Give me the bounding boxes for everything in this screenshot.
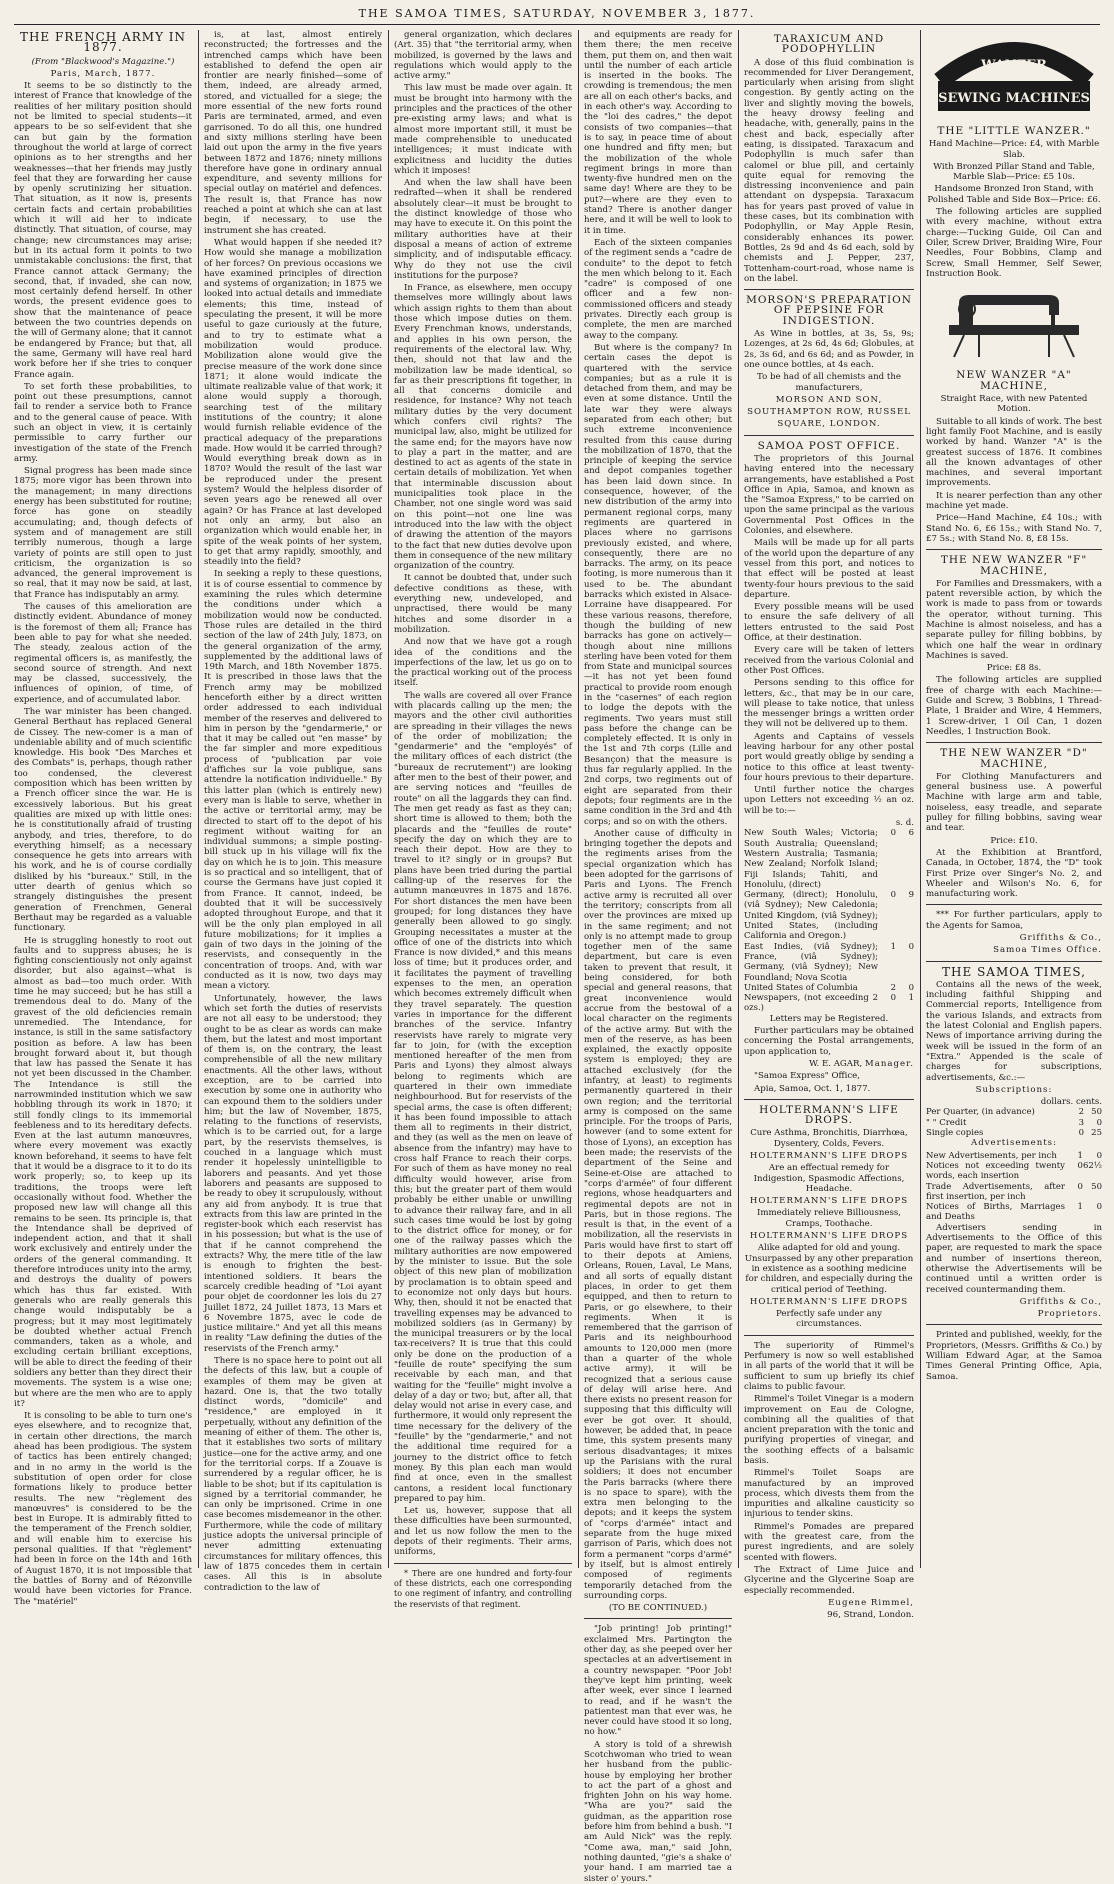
- column-4: [584, 30, 732, 1884]
- paragraph: It is consoling to be able to turn one's eyes elsewhere, and to recognize that, in certain other directions, the march ahead has been prodigious. The system of tactics has been entirely changed; and in no army in the world is the substitution of open order for close formations likely to produce better results. The new "règlement des manœuvres" is considered to be the best in Europe. It is admirably fitted to the temperament of the French soldier, and will enable him to exercise his personal qualities. If that "règlement" had been in force on the 14th and 16th of August 1870, it is not impossible that the battles of Borny and of Rézonville would have been victories for France. The "matériel": [14, 1411, 192, 1607]
- column-rule: [578, 30, 579, 1568]
- ad-text: At the Exhibition at Brantford, Canada, in October, 1874, the "D" took First Prize over Singer's No. 2, and Wheeler and Wilson's No. 6, for manufacturing work.: [926, 847, 1102, 900]
- ad-text: As Wine in bottles, at 3s, 5s, 9s; Lozenges, at 2s 6d, 4s 6d; Globules, at 2s, 3s 6d, and 6s 6d; and as Powder, in one ounce bottles, at 4s each.: [744, 329, 914, 370]
- table-row: [926, 1107, 1102, 1117]
- ad-title: TARAXICUM AND PODOPHYLLIN: [773, 33, 885, 56]
- ad-text: Every care will be taken of letters received from the various Colonial and other Post Offices.: [744, 645, 914, 676]
- table-cell: 6: [908, 828, 914, 839]
- ad-text: Every possible means will be used to ensure the safe delivery of all letters entrusted to the said Post Office, at their destination.: [744, 602, 914, 644]
- table-cell: Notices of Births, Marriages and Deaths: [926, 1202, 1065, 1223]
- ad-text: For Clothing Manufacturers and general business use. A powerful Machine with large arm and table, noiseless, easy treadle, and separate pulley for filling bobbins, saving wear and tear.: [926, 771, 1102, 834]
- table-row: [744, 993, 914, 1014]
- ad-text: Rimmel's Toilet Soaps are manufactured by an improved process, which divests them from the impurities and alkaline causticity so injurious to tender skins.: [744, 1468, 914, 1520]
- divider: [926, 904, 1102, 905]
- ad-heading: HOLTERMANN'S LIFE DROPS: [749, 1296, 909, 1307]
- ad-text: Are an effectual remedy for Indigestion, Spasmodic Affections, Headache.: [753, 1163, 905, 1194]
- table-cell: 0: [1096, 1150, 1102, 1161]
- paragraph: and equipments are ready for them there; the men receive them, put them on, and then wait until the number of each article is inserted in the books. The crowding is tremendous; the men are all on each other's backs, and in each other's way. According to the "loi des cadres," the depot consists of two companies—that is to say, in peace time of about one hundred and fifty men; but the mobilization of the whole regiment brings in more than twenty-five hundred men on the same day! Where are they to be put?—where are they even to stand? There is another danger here, and it will be well to look to it in time.: [584, 30, 732, 236]
- paragraph: general organization, which declares (Art. 35) that "the territorial army, when mobilized, is governed by the laws and regulations which would apply to the active army.": [394, 30, 572, 82]
- divider: [394, 1563, 572, 1564]
- table-cell: 0: [890, 993, 896, 1004]
- ad-signature: Samoa Times Office.: [993, 945, 1102, 956]
- paragraph: In France, as elsewhere, men occupy themselves more willingly about laws which assign rights to them than about those which impose duties on them. Every Frenchman knows, understands, and applies in his own person, the requirements of the electoral law. Why, then, should not that law and the mobilization law be made identical, so far as their prescriptions fit together, in all that concerns domicile and residence, for instance? Why not teach military duties by the very document which confers civil rights? The municipal law, also, might be utilized for the same end; for the mayors have now to play a part in the matter, and are destined to act as agents of the state in certain details of mobilization. Yet when that interminable discussion about municipalities took place in the Chamber, not one single word was said on this point—not one line was introduced into the law with the object of drawing the attention of the mayors to the fact that new duties devolve upon them in consequence of the new military organization of the country.: [394, 283, 572, 572]
- table-cell: 50: [1091, 1181, 1102, 1192]
- ad-signature: Eugene Rimmel,: [828, 1597, 914, 1608]
- ad-title: NEW WANZER "A" MACHINE,: [956, 369, 1072, 392]
- ad-text: Agents and Captains of vessels leaving harbour for any other postal port would greatly oblige by sending a notice to this office at least twenty-four hours previous to their departure.: [744, 731, 914, 783]
- table-cell: 2: [890, 982, 896, 993]
- table-cell: 1: [1077, 1202, 1083, 1213]
- table-row: [744, 942, 914, 983]
- table-cell: 9: [908, 890, 914, 901]
- ad-title: THE NEW WANZER "F" MACHINE,: [940, 554, 1088, 577]
- ad-signature: 96, Strand, London.: [827, 1610, 914, 1621]
- ad-text: Contains all the news of the week, including faithful Shipping and Commercial reports, Intelligence from the various Islands, and extracts from the latest Colonial and English papers. News of importance arriving during the week will be issued in the form of an "Extra." Appended is the scale of charges for subscriptions, advertisements, &c.:—: [926, 979, 1102, 1083]
- ad-text: With Bronzed Pillar Stand and Table, Marble Slab—Price: £5 10s.: [933, 161, 1095, 183]
- ad-text: Persons sending to this office for letters, &c., that may be in our care, will please to take notice, that unless the messenger brings a written order they will not be delivered up to them.: [744, 678, 914, 730]
- table-cell: 0: [908, 982, 914, 993]
- table-cell: 0: [1096, 1202, 1102, 1213]
- footnote: * There are one hundred and forty-four of these districts, each one corresponding to one regiment of infantry, and controlling the reservists of that regiment.: [394, 1568, 572, 1609]
- table-cell: " " Credit: [926, 1117, 967, 1128]
- ad-text: Straight Race, with new Patented Motion.: [940, 394, 1088, 415]
- paragraph: There is no space here to point out all the defects of this law, but a couple of examples of them may be given at hazard. One is, that the two totally distinct words, "domicile" and "residence," are employed in it perpetually, without any definition of the meaning of either of them. The other is, that it establishes two sorts of military justice—one for the active army, and one for the territorial corps. If a Zouave is surrendered by a regular officer, he is liable to be shot; but if its capitulation is signed by a territorial commander, he can only be imprisoned. Crime in one case becomes misdemeanor in the other. Furthermore, while the code of military justice adopts the universal principle of never admitting extenuating circumstances for military offences, this law of 1875 concedes them in certain cases. All this is in absolute contradiction to the law of: [204, 1356, 382, 1593]
- ad-signature: Griffiths & Co.,: [1019, 1296, 1102, 1307]
- ad-signature: Proprietors.: [1037, 1309, 1102, 1320]
- table-cell: 0: [890, 828, 896, 839]
- paragraph: The war minister has been changed. General Berthaut has replaced General de Cissey. The new-comer is a man of undeniable ability and of much scientific knowledge. His book "Des Marches et des Combats" is, perhaps, though rather too condensed, the cleverest composition which has been written by a French officer since the war. He is excessively laborious. But his great qualities are mixed up with little ones: he is constitutionally afraid of trusting anybody, and tries, therefore, to do everything himself; as a necessary consequence he gets into arrears with his work, and he is of course cordially disliked by his "bureaux." Still, in the utter dearth of genius which so strangely distinguishes the present generation of Frenchmen, General Berthaut may be regarded as a valuable functionary.: [14, 707, 192, 934]
- table-cell: New Advertisements, per inch: [926, 1150, 1057, 1161]
- article-title: THE FRENCH ARMY IN 1877.: [19, 30, 187, 55]
- paragraph: Unfortunately, however, the laws which set forth the duties of reservists are not all easy to be understood; they ought to be as clear as words can make them, but the latest and most important of them is, on the contrary, the least comprehensible of all the new military enactments. All the other laws, without exception, are to be carried into execution by some one in authority who can expound them to the soldiers under him; but the law of November, 1875, relating to the functions of reservists, which is to be carried out, for a large part, by the reservists themselves, is couched in a language which must render it hopelessly unintelligible to laborers and peasants. And yet those laborers and peasants are supposed to be ready to obey it scrupulously, without any aid from anybody. It is true that extracts from this law are printed in the register-book which each reservist has in his possession; but what is the use of that if he cannot comprehend the extracts? Why, the mere title of the law is enough to frighten the best-intentioned soldiers. It bears the scarcely credible heading of "Loi ayant pour objet de coordonner les lois du 27 Juillet 1872, 24 Juillet 1873, 13 Mars et 6 Novembre 1875, avec le code de justice militaire." And yet all this means in reality "Law defining the duties of the reservists of the French army.": [204, 993, 382, 1354]
- article-source: (From "Blackwood's Magazine."): [31, 56, 175, 67]
- paragraph: It seems to be so distinctly to the interest of France that knowledge of the realities of her military position should not be limited to special students—it appears to be so self-evident that she can but gain by the formation throughout the world at large of correct opinions as to her strengths and her weaknesses—that her friends may justly feel that they are forwarding her cause by openly scrutinizing her situation. That situation, as it now is, presents certain facts and certain probabilities which it will aid her to indicate distinctly. That situation, of course, may change; new circumstances may arise; but in its actual form it points to two unmistakable conclusions: the first, that France cannot attack Germany; the second, that, if invaded, she can now, most certainly defend herself. In other words, the present evidence goes to show that the maintenance of peace between the two countries depends on the will of Germany alone; that it cannot be endangered by France; but that, all the same, Germany will have real hard work before her if she tries to conquer France again.: [14, 81, 192, 380]
- ad-text: Alike adapted for old and young. Unsurpassed by any other preparation in existence as a soothing medicine for children, and especially during the critical period of Teething.: [744, 1243, 914, 1295]
- subscriptions-table: [926, 1107, 1102, 1138]
- ad-text: Until further notice the charges upon Letters not exceeding ½ an oz. will be to:—: [744, 785, 914, 816]
- table-heading: Advertisements:: [971, 1138, 1057, 1149]
- paragraph: A story is told of a shrewish Scotchwoman who tried to wean her husband from the public-house by employing her brother to act the part of a ghost and frighten John on his way home. "Wha are you?" said the guidman, as the apparition rose before him from behind a bush. "I am Auld Nick" was the reply. "Come awa, man," said John, nothing daunted, "gie's a shake o' your hand. I am married tae a sister o' yours.": [584, 1739, 732, 1884]
- postal-rates-table: [744, 828, 914, 1013]
- ad-heading: HOLTERMANN'S LIFE DROPS: [749, 1150, 909, 1161]
- ad-text: *** For further particulars, apply to the Agents for Samoa,: [926, 910, 1102, 931]
- paragraph: Another cause of difficulty in bringing together the depots and the regiments arises from the special organization which has been adopted for the garrisons of Paris and Lyons. The French active army is recruited all over the territory; conscripts from all over the provinces are mixed up in the same regiment; and not only is no attempt made to group together men of the same department, but care is even taken to prevent that result, it being considered, for both special and general reasons, that great inconvenience would accrue from the bestowal of a local character on the regiments of the active army. But with the men of the reserve, as has been explained, the exactly opposite system is employed; they are attached exclusively (for the infantry, at least) to regiments permanently quartered in their own region; and the territorial army is composed on the same principle. For the troops of Paris, however (and to some extent for those of Lyons), an exception has been made; the reservists of the department of the Seine and Seine-et-Oise are attached to "corps d'armée" of four different regions, whose headquarters and regimental depots are not in Paris, but in those regions. The result is that, in the event of a mobilization, all the reservists in Paris would have first to start off to their depots at Amiens, Orleans, Rouen, Laval, Le Mans, and all sorts of equally distant places, in order to get them equipped, and then to return to Paris, or go elsewhere, to their regiments. When it is remembered that the garrison of Paris and its neighbourhood amounts to 120,000 men (more than a quarter of the whole active army), it will be recognized that a serious cause of delay will arise here. And there exists no present reason for supposing that this difficulty will ever be got over. It should, however, be added that, in peace time, this system presents many serious disadvantages; it mixes up the Parisians with the rural soldiers; it does not encumber the Paris barracks (where there is no space to spare), with the extra men belonging to the depots; and it keeps the system of "corps d'armée" intact and separate from the huge mixed garrison of Paris, which does not form a permanent "corps d'armé" by itself, but is almost entirely composed of regiments temporarily detached from the surrounding corps.: [584, 828, 732, 1601]
- table-cell: 1: [908, 993, 914, 1004]
- column-rule: [738, 30, 739, 1568]
- table-cell: 62½: [1082, 1160, 1102, 1171]
- ad-text: The superiority of Rimmel's Perfumery is now so well established in all parts of the world that it will be sufficient to sum up briefly its chief claims to public favour.: [744, 1340, 914, 1392]
- ad-text: Handsome Bronzed Iron Stand, with Polished Table and Side Box—Price: £6.: [927, 184, 1101, 205]
- table-cell: 0: [890, 890, 896, 901]
- divider: [584, 1618, 732, 1619]
- divider: [744, 1335, 914, 1336]
- ad-text: The proprietors of this Journal having entered into the necessary arrangements, have established a Post Office in Apia, Samoa, and known as the "Samoa Express," to be carried on upon the same principal as the various Governmental Post Offices in the Colonies, and elsewhere.: [744, 453, 914, 537]
- column-rule: [198, 30, 199, 1568]
- ad-text: Advertisers sending in Advertisements to the Office of this paper, are requested to mark the space and number of insertions thereon, otherwise the Advertisements will be continued until a written order is received countermanding them.: [926, 1222, 1102, 1295]
- banner-artwork: [930, 31, 1098, 119]
- table-cell: 0: [908, 941, 914, 952]
- table-cell: 2: [1078, 1107, 1084, 1118]
- paragraph: But where is the company? In certain cases the depot is quartered with the service companies; but as a rule it is detached from them, and may be even at some distance. Until the late war they were always separated from each other; but such extreme inconvenience resulted from this cause during the mobilization of 1870, that the principle of keeping the service and depot companies together has been laid down since. In consequence, however, of the new distribution of the army into permanent regional corps, many regiments are quartered in places where no garrisons previously existed, and where, consequently, there are no barracks. The army, on its peace footing, is more numerous than it used to be. The abundant barracks which existed in Alsace-Lorraine have disappeared. For these various reasons, therefore, though the building of new barracks has gone on actively—though about nine millions sterling have been voted for them from State and municipal sources—it has not yet been found practical to provide room enough in the "casernes" of each region to lodge the depots with the regiments. Two years must still pass before the change can be completely effected. It is only in the 1st and 7th corps (Lille and Besançon) that the measure is thus far regularly applied. In the 2nd corps, two regiments out of eight are separated from their depots; four regiments are in the same condition in the 3rd and 4th corps; and so on with the others.: [584, 342, 732, 827]
- continued-note: (TO BE CONTINUED.): [608, 1603, 708, 1614]
- paragraph: The causes of this amelioration are distinctly evident. Abundance of money is the foremost of them all; France has been able to pay for what she needed. The steady, zealous action of the regimental officers is, as manifestly, the second source of strength. And next may be classed, successively, the influences of opinion, of time, of experience, and of accumulated labor.: [14, 602, 192, 705]
- ad-text: Suitable to all kinds of work. The best light family Foot Machine, and is easily worked by hand. Wanzer "A" is the greatest success of 1876. It combines all the known advantages of other machines, and several important improvements.: [926, 416, 1102, 489]
- table-cell: Germany, (direct); Honolulu, (viâ Sydney); New Caledonia; United Kingdom, (viâ Sydney); United States, (including California and Oregon.): [744, 890, 878, 942]
- ad-text: Mails will be made up for all parts of the world upon the departure of any vessel from this port, and notices to that effect will be posted at least twenty-four hours previous to the said departure.: [744, 538, 914, 600]
- units-header: dollars. cents.: [1040, 1097, 1102, 1108]
- paragraph: This law must be made over again. It must be brought into harmony with the principles and the practices of the other pre-existing army laws; and what is almost more important still, it must be made comprehensible to uneducated intelligences; it must indicate with explicitness and lucidity the duties which it imposes!: [394, 83, 572, 176]
- table-cell: United States of Columbia: [744, 982, 858, 993]
- paragraph: It cannot be doubted that, under such defective conditions as these, with everything new, undeveloped, and unpractised, there would be many hitches and some disorder in a mobilization.: [394, 573, 572, 635]
- banner-top-text: WANZER: [981, 58, 1047, 73]
- column-1: [14, 30, 192, 1607]
- table-row: [926, 1118, 1102, 1128]
- ad-text: Further particulars may be obtained concerning the Postal arrangements, upon application to,: [744, 1026, 914, 1057]
- table-row: [926, 1128, 1102, 1138]
- paragraph: Each of the sixteen companies of the regiment sends a "cadre de conduite" to the depot to fetch the men which belong to it. Each "cadre" is composed of one officer and a few non-commissioned officers and steady privates. Directly each group is complete, the men are marched away to the company.: [584, 237, 732, 341]
- table-heading: Subscriptions:: [975, 1084, 1053, 1095]
- ad-signature: SOUTHAMPTON ROW, RUSSEL: [747, 407, 911, 418]
- ad-signature: "Samoa Express" Office,: [754, 1071, 860, 1082]
- imprint: Printed and published, weekly, for the Proprietors, (Messrs. Griffiths & Co.) by William Edward Agar, at the Samoa Times General Printing Office, Apia, Samoa.: [926, 1330, 1102, 1382]
- banner-text: SEWING MACHINES: [938, 91, 1090, 106]
- table-cell: 0: [1096, 1117, 1102, 1128]
- ad-title: THE SAMOA TIMES,: [942, 964, 1086, 979]
- ad-text: The following articles are supplied with every machine, without extra charge:—Tucking Guide, Oil Can and Oiler, Screw Driver, Braiding Wire, Four Needles, Four Bobbins, Clamp and Screw, Small Hemmer, Self Sewer, Instruction Book.: [926, 207, 1102, 279]
- table-cell: Single copies: [926, 1128, 984, 1139]
- ad-text: It is nearer perfection than any other machine yet made.: [926, 490, 1102, 512]
- price: Price: £10.: [990, 835, 1038, 846]
- ad-text: Perfectly safe under any circumstances.: [776, 1309, 882, 1330]
- article-dateline: Paris, March, 1877.: [50, 68, 156, 79]
- sewing-machines-banner: [930, 30, 1098, 120]
- rates-header: s. d.: [895, 818, 914, 829]
- ad-title: THE "LITTLE WANZER.": [937, 125, 1091, 137]
- table-cell: 1: [890, 941, 896, 952]
- ad-heading: HOLTERMANN'S LIFE DROPS: [749, 1196, 909, 1207]
- ad-text: For Families and Dressmakers, with a patent reversible action, by which the work is made to pass from or towards the operator, without turning. This Machine is almost noiseless, and has a separate pulley for filling bobbins, by which one half the wear in ordinary Machines is saved.: [926, 578, 1102, 661]
- paragraph: The walls are covered all over France with placards calling up the men; the mayors and the other civil authorities are spreading in their villages the news of the order of mobilization; the "gendarmerie" and the "employés" of the military offices of each district (the "bureaux de recrutement") are looking after men to the best of their power, and are serving notices and "feuilles de route" on all the laggards they can find. The men get ready as fast as they can; short time is allowed to them; both the placards and the "feuilles de route" specify the day on which they are to reach their depot. How are they to travel to it? singly or in groups? But plans have been tried during the partial calling-up of the reserves for the autumn manœuvres in 1875 and 1876. For short distances the men have been grouped; for long distances they have generally been allowed to go singly. Grouping necessitates a muster at the office of one of the districts into which France is now divided,* and this means loss of time; but it produces order, and it facilitates the payment of travelling expenses to the men, an operation which becomes extremely difficult when they travel separately. The question varies in importance for the different branches of the service. Infantry reservists have rarely to migrate very far to join, for (with the exception mentioned hereafter of the men from Paris and Lyons) they almost always belong to regiments which are quartered in their own immediate neighbourhood. But for reservists of the special arms, the case is often different; it has been found impossible to attach them all to regiments in their district, and they (as well as the men on leave of absence from the infantry) may have to cross half France to reach their corps. For such of them as have money no real difficulty would however, arise from this; but the greater part of them would probably be either unable or unwilling to advance their railway fare, and in all such cases time would be lost by going to the district office for money, or for one of the railway passes which the military authorities are now empowered by the minister to issue. But the sole object of this new plan of mobilization by proclamation is to obtain speed and to economize not only days but hours. Why, then, should it not be enacted that travelling expenses may be advanced to mobilized soldiers (as in Germany) by the municipal treasurers or by the local tax-receivers? It is true that this could only be done on the production of a "feuille de route" specifying the sum receivable by each man, and that waiting for the "feuille" might involve a delay of a day or two; but, after all, that delay would not arise in every case, and furthermore, it would only represent the time necessary for the delivery of the "feuille" by the "gendarmerie," and not the additional time required for a journey to the district office to fetch money. By this plan each man would find at once, even in the smallest cantons, a resident local functionary prepared to pay him.: [394, 690, 572, 1504]
- paragraph: In seeking a reply to these questions, it is of course essential to commence by examining the rules which determine the conditions under which a mobilization would now be conducted. Those rules are detailed in the third section of the law of 24th July, 1873, on the general organization of the army, supplemented by the additional laws of 19th March, and 18th November 1875. It is prescribed in those laws that the French army may be mobilized henceforth either by a direct written order addressed to each individual member of the reserves and delivered to him in person by the "gendarmerie," or that it may be called out "en masse" by the far simpler and more expeditious process of "publication par voie d'affiches sur la voie publique, sans attendre la notification individuelle." By this latter plan (which is entirely new) every man is liable to serve, whether in the active or territorial army, may be directed to start off to the depot of his regiment without waiting for an individual summons; a simple posting-bill stuck up in his village will fix the day on which he is to join. This measure is so practical and so intelligent, that of course the Germans have just copied it from France. It cannot, indeed, be doubted that it will be successively adopted throughout Europe, and that it will be the only plan employed in all future mobilizations; for it implies a gain of two days in the joining of the reservists, and consequently in the concentration of troops. And, with war conducted as it is now, two days may mean a victory.: [204, 569, 382, 992]
- column-5: [744, 30, 914, 1621]
- column-2: [204, 30, 382, 1593]
- table-cell: Trade Advertisements, after first insertion, per inch: [926, 1181, 1065, 1202]
- column-rule: [388, 30, 389, 1568]
- divider: [744, 289, 914, 290]
- table-cell: 25: [1091, 1128, 1102, 1139]
- table-cell: 0: [1077, 1160, 1083, 1171]
- ad-signature: MORSON AND SON,: [775, 394, 883, 405]
- ad-text: Rimmel's Pomades are prepared with the greatest care, from the purest ingredients, and are solely scented with flowers.: [744, 1521, 914, 1563]
- ad-text: Immediately relieve Billiousness, Cramps, Toothache.: [756, 1208, 902, 1229]
- table-row: [744, 828, 914, 890]
- ad-text: The Extract of Lime Juice and Glycerine and the Glycerine Soap are especially recommended.: [744, 1564, 914, 1596]
- ad-title: HOLTERMANN'S LIFE DROPS.: [759, 1103, 899, 1127]
- table-row: [744, 983, 914, 993]
- ad-signature: Apia, Samoa, Oct. 1, 1877.: [754, 1083, 871, 1094]
- price: Price: £8 8s.: [986, 663, 1042, 674]
- table-cell: 0: [1078, 1128, 1084, 1139]
- ad-text: Price—Hand Machine, £4 10s.; with Stand No. 6, £6 15s.; with Stand No. 7, £7 5s.; with Stand No. 8, £8 15s.: [926, 513, 1102, 544]
- table-row: [926, 1151, 1102, 1161]
- advertisements-table: [926, 1151, 1102, 1223]
- divider: [744, 1099, 914, 1100]
- table-row: [926, 1202, 1102, 1223]
- ad-text: To be had of all chemists and the manufacturers,: [757, 372, 901, 393]
- table-row: [744, 890, 914, 941]
- ad-title: SAMOA POST OFFICE.: [757, 439, 901, 452]
- divider: [926, 961, 1102, 962]
- column-3: [394, 30, 572, 1609]
- paragraph: He is struggling honestly to root out faults and to suppress abuses; he is fighting conscientiously not only against disorder, but also against—what is almost as bad—too much order. With time he may succeed; but he has still a tremendous deal to do. Many of the gravest of the old deficiencies remain unremedied. The Intendance, for instance, is still in the same satisfactory position as before. A law has been brought forward about it, but though that law has passed the Senate it has not yet been discussed in the Chamber. The Intendance is still the narrowminded institution which we saw hobbling through its work in 1870; it still fondly clings to its immemorial feebleness and to its hereditary defects. Even at the last autumn manœuvres, where every movement was exactly known beforehand, it seems to have felt that it would be a disgrace to it to do its work properly; so, to keep up its traditions, the troops were left occasionally without food. Whether the proposed new law will change all this remains to be seen. Its principle is, that the Intendance shall be deprived of independent action, and that it shall work exclusively and entirely under the orders of the general commanding. It therefore introduces unity into the army, and destroys the duality of powers which has thus far existed. With generals who are really generals this change would indisputably be a progress; but it may most legitimately be doubted whether actual French commanders, taken as a whole, and excluding certain brilliant exceptions, will be able to direct the feeding of their soldiers any better than they direct their movements. The system is a wise one; but where are the men who are to apply it?: [14, 935, 192, 1409]
- ad-text: A dose of this fluid combination is recommended for Liver Derangement, particularly when arising from slight congestion. By gently acting on the liver and slightly moving the bowels, the heavy drowsy feeling and headache, with, generally, pains in the chest and back, especially after eating, is dissipated. Taraxacum and Podophyllin is much safer than calomel or blue pill, and certainly quite equal for removing the distressing inconvenience and pain attendant on dyspepsia. Taraxacum has for years past proved of value in these cases, but its combination with Podophyllin, or May Apple Resin, considerably enhances its power. Bottles, 2s 9d and 4s 6d each, sold by chemists and J. Pepper, 237, Tottenham-court-road, whose name is on the label.: [744, 57, 914, 284]
- table-cell: 3: [1078, 1117, 1084, 1128]
- ad-heading: HOLTERMANN'S LIFE DROPS: [749, 1231, 909, 1242]
- ad-signature: Griffiths & Co.,: [1019, 933, 1102, 943]
- divider: [744, 435, 914, 436]
- sewing-machine-icon: [939, 285, 1089, 359]
- ad-text: The following articles are supplied free of charge with each Machine:—Guide and Screw, 3 Bobbins, 1 Thread-Plate, 1 Braider and Wire, 4 Hemmers, 1 Screw-driver, 1 Oil Can, 1 dozen Needles, 1 Instruction Book.: [926, 675, 1102, 737]
- sewing-machine-illustration: [926, 281, 1102, 366]
- table-cell: Notices not exceeding twenty words, each insertion: [926, 1160, 1065, 1182]
- paragraph: To set forth these probabilities, to point out these presumptions, cannot fail to render a service both to France and to the general cause of peace. With such an object in view, it is certainly permissible to carry further our investigation of the state of the French army.: [14, 381, 192, 464]
- ad-text: Cure Asthma, Bronchitis, Diarrhœa, Dysentery, Colds, Fevers.: [750, 1128, 908, 1149]
- masthead: THE SAMOA TIMES, SATURDAY, NOVEMBER 3, 1877.: [14, 4, 1100, 25]
- paragraph: "Job printing! Job printing!" exclaimed Mrs. Partington the other day, as she peeped over her spectacles at an advertisement in a country newspaper. "Poor Job! they've kept him printing, week after week, ever since I learned to read, and if he wasn't the patientest man that ever was, he never could have stood it so long, no how.": [584, 1624, 732, 1738]
- paragraph: Let us, however, suppose that all these difficulties have been surmounted, and let us now follow the men to the depots of their regiments. Their arms, uniforms,: [394, 1506, 572, 1558]
- paragraph: is, at last, almost entirely reconstructed; the fortresses and the intrenched camps which have been established to defend the open air frontier are nearly finished—some of them, indeed, are already armed, stored, and victualled for a siege; the more essential of the new forts round Paris are terminated, armed, and even garrisoned. To do all this, one hundred and sixty millions sterling have been laid out upon the army in the five years between 1872 and 1876; ninety millions therefore have gone in ordinary annual expenditure, and seventy millions for special outlay on matériel and defences. The result is, that France has now reached a point at which she can at last begin, if necessary, to use the instrument she has created.: [204, 30, 382, 236]
- ad-title: THE NEW WANZER "D" MACHINE,: [940, 747, 1088, 770]
- paragraph: What would happen if she needed it? How would she manage a mobilization of her forces? On previous occasions we have examined principles of direction and systems of organization; in 1875 we looked into actual details and immediate elements; this time, instead of speculating the present, it will be more useful to gaze curiously at the future, and to try to estimate what a mobilization would produce. Mobilization alone would give the precise measure of the work done since 1871; it alone would indicate the ultimate realizable value of that work; it alone would supply a thorough, searching test of the military institutions of the country; it alone would furnish reliable evidence of the practical adequacy of the preparations made. How would it be carried through? Would everything break down as in 1870? Would the result of the last war be reproduced under the present system? Would the helpless disorder of seven years ago be renewed all over again? Or has France at last developed not only an army, but also an organization which would enable her, in spite of the weak points of her system, to get that army rapidly, smoothly, and steadily into the field?: [204, 237, 382, 568]
- table-cell: East Indies, (viâ Sydney); France, (viâ Sydney); Germany, (viâ Sydney); New Foundland; Nova Scotia: [744, 941, 878, 983]
- ad-signature: W. E. AGAR, Manager.: [809, 1058, 914, 1069]
- table-cell: 50: [1091, 1107, 1102, 1118]
- divider: [926, 549, 1102, 550]
- table-cell: New South Wales; Victoria; South Australia; Queensland; Western Australia; Tasmania; New Zealand; Norfolk Island; Fiji Islands; Tahiti, and Honolulu, (direct): [744, 828, 878, 890]
- column-rule: [920, 30, 921, 1568]
- ad-title: MORSON'S PREPARATION OF PEPSINE FOR INDIGESTION.: [746, 294, 912, 327]
- divider: [926, 1324, 1102, 1325]
- table-cell: Per Quarter, (in advance): [926, 1107, 1035, 1118]
- table-row: [926, 1161, 1102, 1182]
- table-cell: Newspapers, (not exceeding 2 ozs.): [744, 993, 878, 1014]
- paragraph: And now that we have got a rough idea of the conditions and the imperfections of the law, let us go on to the practical working out of the process itself.: [394, 637, 572, 689]
- divider: [926, 742, 1102, 743]
- column-6: [926, 30, 1102, 1568]
- table-row: [926, 1182, 1102, 1203]
- table-cell: 1: [1077, 1150, 1083, 1161]
- ad-text: Rimmel's Toilet Vinegar is a modern improvement on Eau de Cologne, combining all the qualities of that ancient preparation with the tonic and purifying properties of vinegar, and the soothing effects of a balsamic basis.: [744, 1394, 914, 1466]
- ad-signature: SQUARE, LONDON.: [777, 419, 881, 430]
- ad-text: Letters may be Registered.: [769, 1013, 889, 1024]
- paragraph: Signal progress has been made since 1875; more vigor has been thrown into the management; in many directions energy has been substituted for routine; force has gone on steadily accumulating; and, though defects of system and of management are still terribly numerous, though a large variety of points are still open to just criticism, the organization is so advanced, the general improvement is so real, that it may now be said, at last, that France has indisputably an army.: [14, 466, 192, 600]
- paragraph: And when the law shall have been redrafted—when it shall be rendered absolutely clear—it must be brought to the distinct knowledge of those who may have to execute it. On this point the military authorities have at their disposal a means of action of extreme simplicity, and of indisputable efficacy. Why do they not use the civil institutions for the purpose?: [394, 178, 572, 281]
- table-cell: 0: [1077, 1181, 1083, 1192]
- ad-text: Hand Machine—Price: £4, with Marble Slab.: [928, 139, 1100, 160]
